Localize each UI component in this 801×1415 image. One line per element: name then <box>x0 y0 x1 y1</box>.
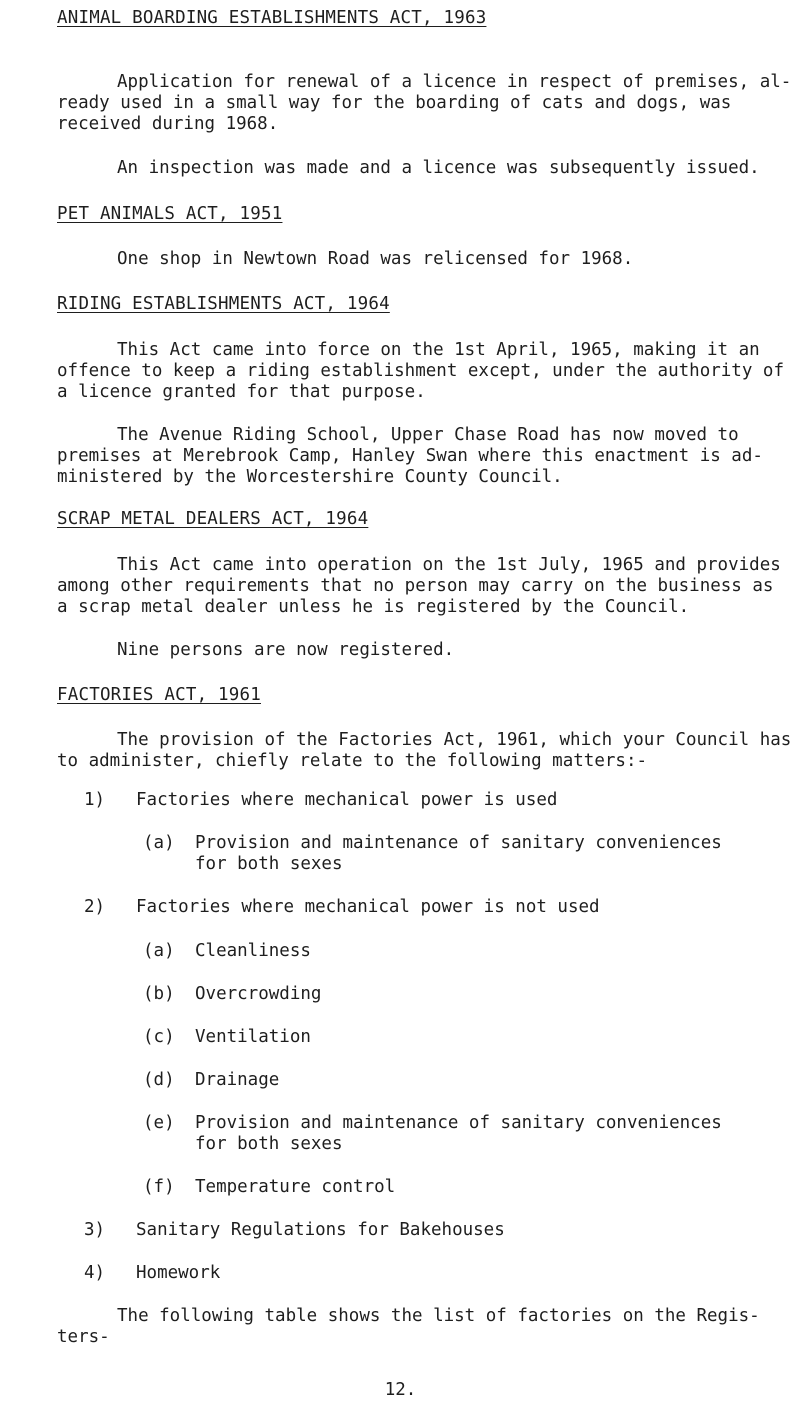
line: The provision of the Factories Act, 1961, which your Council has <box>117 730 792 750</box>
section-heading-pet-animals: PET ANIMALS ACT, 1951 <box>57 204 283 224</box>
sub-list-text: Cleanliness <box>195 941 311 961</box>
list-item <box>84 897 600 918</box>
sub-list-text <box>195 1113 722 1155</box>
list-item <box>84 1220 505 1241</box>
list-item <box>84 1263 220 1284</box>
line: Application for renewal of a licence in respect of premises, al- <box>117 72 792 92</box>
line: for both sexes <box>195 1134 343 1154</box>
pet-animals-paragraph-1 <box>57 249 747 270</box>
factories-paragraph-2 <box>57 1306 760 1348</box>
sub-list-letter: (a) <box>143 941 175 961</box>
line: Provision and maintenance of sanitary conveniences <box>195 833 722 853</box>
sub-list-letter: (e) <box>143 1113 175 1133</box>
sub-list-item <box>143 984 321 1005</box>
list-text: Factories where mechanical power is not used <box>136 897 600 917</box>
line: This Act came into force on the 1st April, 1965, making it an <box>117 340 760 360</box>
section-heading-animal-boarding: ANIMAL BOARDING ESTABLISHMENTS ACT, 1963 <box>57 8 487 28</box>
section-heading-scrap-metal: SCRAP METAL DEALERS ACT, 1964 <box>57 509 369 529</box>
list-number: 2) <box>84 897 106 917</box>
riding-paragraph-2 <box>57 425 763 488</box>
list-number: 3) <box>84 1220 106 1240</box>
sub-list-letter: (d) <box>143 1070 175 1090</box>
line: Nine persons are now registered. <box>117 640 455 660</box>
line: This Act came into operation on the 1st July, 1965 and provides <box>117 555 781 575</box>
riding-paragraph-1 <box>57 340 784 403</box>
line: to administer, chiefly relate to the following matters:- <box>57 751 648 771</box>
factories-paragraph-1 <box>57 730 792 772</box>
section-heading-riding: RIDING ESTABLISHMENTS ACT, 1964 <box>57 294 390 314</box>
line: The following table shows the list of factories on the Regis- <box>117 1306 760 1326</box>
line: The Avenue Riding School, Upper Chase Road has now moved to <box>117 425 739 445</box>
line: received during 1968. <box>57 114 279 134</box>
line: ters- <box>57 1327 110 1347</box>
line: for both sexes <box>195 854 343 874</box>
sub-list-item <box>143 941 311 962</box>
line: An inspection was made and a licence was subsequently issued. <box>117 158 760 178</box>
list-text: Factories where mechanical power is used <box>136 790 558 810</box>
list-item <box>84 790 557 811</box>
list-text: Homework <box>136 1263 221 1283</box>
line: Provision and maintenance of sanitary conveniences <box>195 1113 722 1133</box>
sub-list-letter: (c) <box>143 1027 175 1047</box>
line: among other requirements that no person may carry on the business as <box>57 576 774 596</box>
sub-list-letter: (b) <box>143 984 175 1004</box>
sub-list-item <box>143 1113 722 1155</box>
sub-list-item <box>143 1027 311 1048</box>
sub-list-text: Temperature control <box>195 1177 396 1197</box>
line: offence to keep a riding establishment except, under the authority of <box>57 361 784 381</box>
sub-list-item <box>143 833 722 875</box>
line: ministered by the Worcestershire County Council. <box>57 467 563 487</box>
sub-list-text: Ventilation <box>195 1027 311 1047</box>
sub-list-item <box>143 1070 279 1091</box>
line: premises at Merebrook Camp, Hanley Swan where this enactment is ad- <box>57 446 763 466</box>
line: ready used in a small way for the boarding of cats and dogs, was <box>57 93 732 113</box>
sub-list-letter: (f) <box>143 1177 175 1197</box>
scrap-metal-paragraph-2 <box>57 640 747 661</box>
list-number: 1) <box>84 790 106 810</box>
line: One shop in Newtown Road was relicensed for 1968. <box>117 249 634 269</box>
list-text: Sanitary Regulations for Bakehouses <box>136 1220 505 1240</box>
scrap-metal-paragraph-1 <box>57 555 781 618</box>
page-number: 12. <box>384 1380 417 1400</box>
sub-list-text: Overcrowding <box>195 984 322 1004</box>
list-number: 4) <box>84 1263 106 1283</box>
animal-boarding-paragraph-1 <box>57 72 792 135</box>
line: a scrap metal dealer unless he is registered by the Council. <box>57 597 690 617</box>
sub-list-letter: (a) <box>143 833 175 853</box>
sub-list-text <box>195 833 722 875</box>
sub-list-item <box>143 1177 395 1198</box>
section-heading-factories: FACTORIES ACT, 1961 <box>57 685 261 705</box>
line: a licence granted for that purpose. <box>57 382 426 402</box>
sub-list-text: Drainage <box>195 1070 280 1090</box>
animal-boarding-paragraph-2 <box>57 158 760 179</box>
